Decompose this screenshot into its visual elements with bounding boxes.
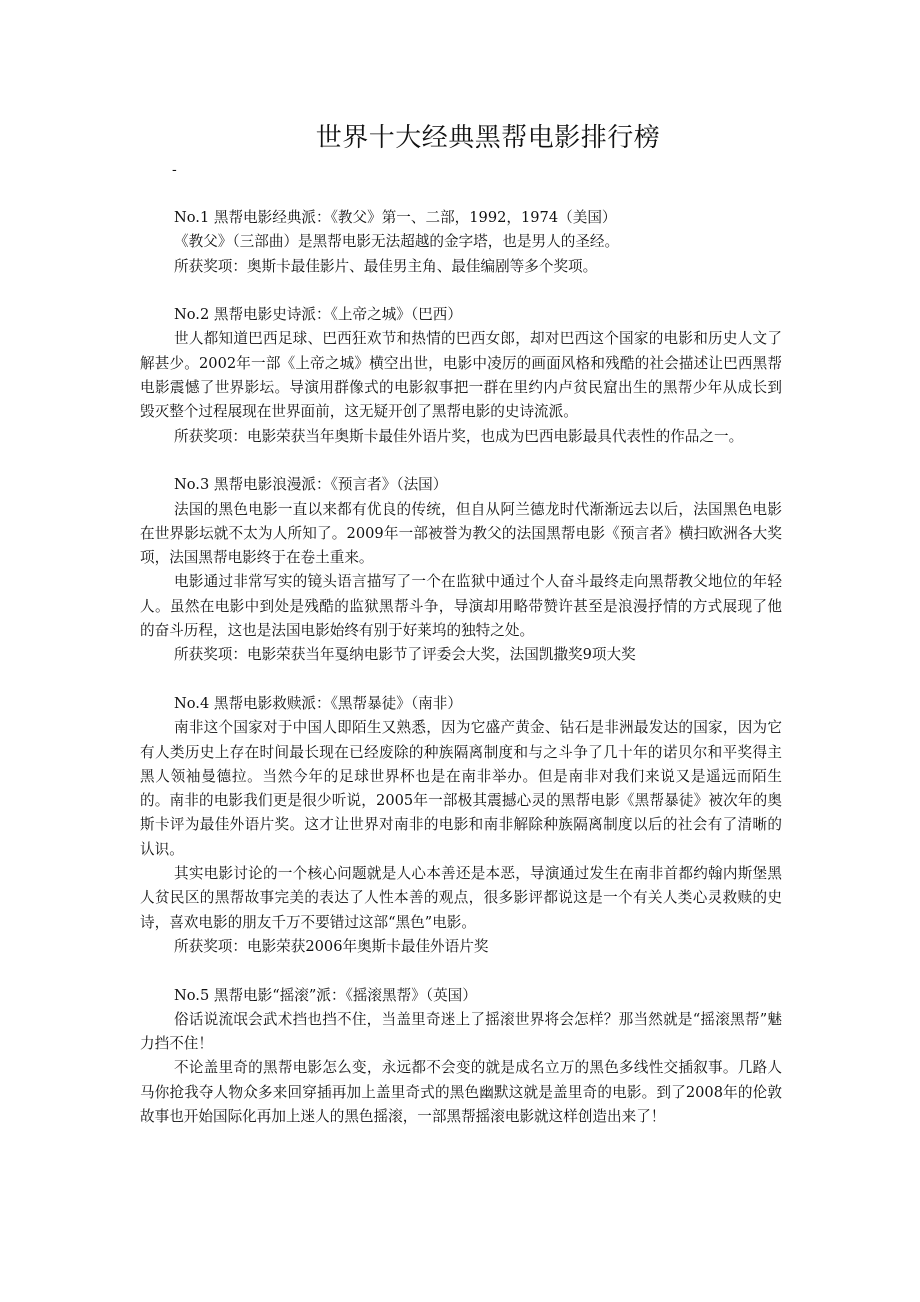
paragraph: 不论盖里奇的黑帮电影怎么变，永远都不会变的就是成名立万的黑色多线性交插叙事。几路人马你抢我夺人物众多来回穿插再加上盖里奇式的黑色幽默这就是盖里奇的电影。到了2008年的伦敦故事也开始国际化再加上迷人的黑色摇滚，一部黑帮摇滚电影就这样创造出来了！	[140, 1059, 782, 1125]
paragraph: 法国的黑色电影一直以来都有优良的传统，但自从阿兰德龙时代渐渐远去以后，法国黑色电影在世界影坛就不太为人所知了。2009年一部被誉为教父的法国黑帮电影《预言者》横扫欧洲各大奖项，法国黑帮电影终于在卷土重来。	[140, 500, 782, 567]
section-heading: No.2 黑帮电影史诗派：《上帝之城》（巴西）	[174, 306, 462, 324]
paragraph: 其实电影讨论的一个核心问题就是人心本善还是本恶，导演通过发生在南非首都约翰内斯堡黑人贫民区的黑帮故事完美的表达了人性本善的观点，很多影评都说这是一个有关人类心灵救赎的史诗，喜欢电影的朋友千万不要错过这部“黑色”电影。	[140, 865, 782, 931]
awards-paragraph: 所获奖项：电影荣获当年戛纳电影节了评委会大奖，法国凯撒奖9项大奖	[174, 646, 636, 664]
awards-paragraph: 所获奖项：奥斯卡最佳影片、最佳男主角、最佳编剧等多个奖项。	[174, 257, 598, 275]
document-title: 世界十大经典黑帮电影排行榜	[315, 123, 661, 153]
section-heading: No.4 黑帮电影救赎派：《黑帮暴徒》（南非）	[174, 694, 462, 712]
section-no3	[140, 473, 782, 667]
section-heading: No.1 黑帮电影经典派：《教父》第一、二部，1992，1974（美国）	[174, 209, 617, 226]
section-heading: No.5 黑帮电影“摇滚”派：《摇滚黑帮》（英国）	[174, 986, 477, 1004]
document-body	[140, 206, 782, 1154]
section-heading: No.3 黑帮电影浪漫派：《预言者》（法国）	[174, 476, 448, 494]
section-no5	[140, 984, 782, 1130]
paragraph: 电影通过非常写实的镜头语言描写了一个在监狱中通过个人奋斗最终走向黑帮教父地位的年轻人。虽然在电影中到处是残酷的监狱黑帮斗争，导演却用略带赞许甚至是浪漫抒情的方式展现了他的奋斗历程，这也是法国电影始终有别于好莱坞的独特之处。	[140, 573, 782, 640]
paragraph: 世人都知道巴西足球、巴西狂欢节和热情的巴西女郎，却对巴西这个国家的电影和历史人文了解甚少。2002年一部《上帝之城》横空出世，电影中凌厉的画面风格和残酷的社会描述让巴西黑帮电影震憾了世界影坛。导演用群像式的电影叙事把一群在里约内卢贫民窟出生的黑帮少年从成长到毁灭整个过程展现在世界面前，这无疑开创了黑帮电影的史诗流派。	[140, 330, 782, 421]
awards-paragraph: 所获奖项：电影荣获当年奥斯卡最佳外语片奖，也成为巴西电影最具代表性的作品之一。	[174, 427, 744, 445]
section-no4	[140, 692, 782, 959]
paragraph: 南非这个国家对于中国人即陌生又熟悉，因为它盛产黄金、钻石是非洲最发达的国家，因为它有人类历史上存在时间最长现在已经废除的种族隔离制度和与之斗争了几十年的诺贝尔和平奖得主黑人领袖曼德拉。当然今年的足球世界杯也是在南非举办。但是南非对我们来说又是遥远而陌生的。南非的电影我们更是很少听说，2005年一部极其震撼心灵的黑帮电影《黑帮暴徒》被次年的奥斯卡评为最佳外语片奖。这才让世界对南非的电影和南非解除种族隔离制度以后的社会有了清晰的认识。	[140, 719, 782, 858]
awards-paragraph: 所获奖项：电影荣获2006年奥斯卡最佳外语片奖	[174, 937, 489, 955]
section-no1	[140, 206, 782, 279]
paragraph: 俗话说流氓会武术挡也挡不住，当盖里奇迷上了摇滚世界将会怎样？那当然就是“摇滚黑帮”魅力挡不住！	[140, 1010, 782, 1053]
paragraph: 《教父》（三部曲）是黑帮电影无法超越的金字塔，也是男人的圣经。	[174, 233, 620, 251]
dash-marker: -	[172, 162, 177, 178]
section-no2	[140, 303, 782, 449]
